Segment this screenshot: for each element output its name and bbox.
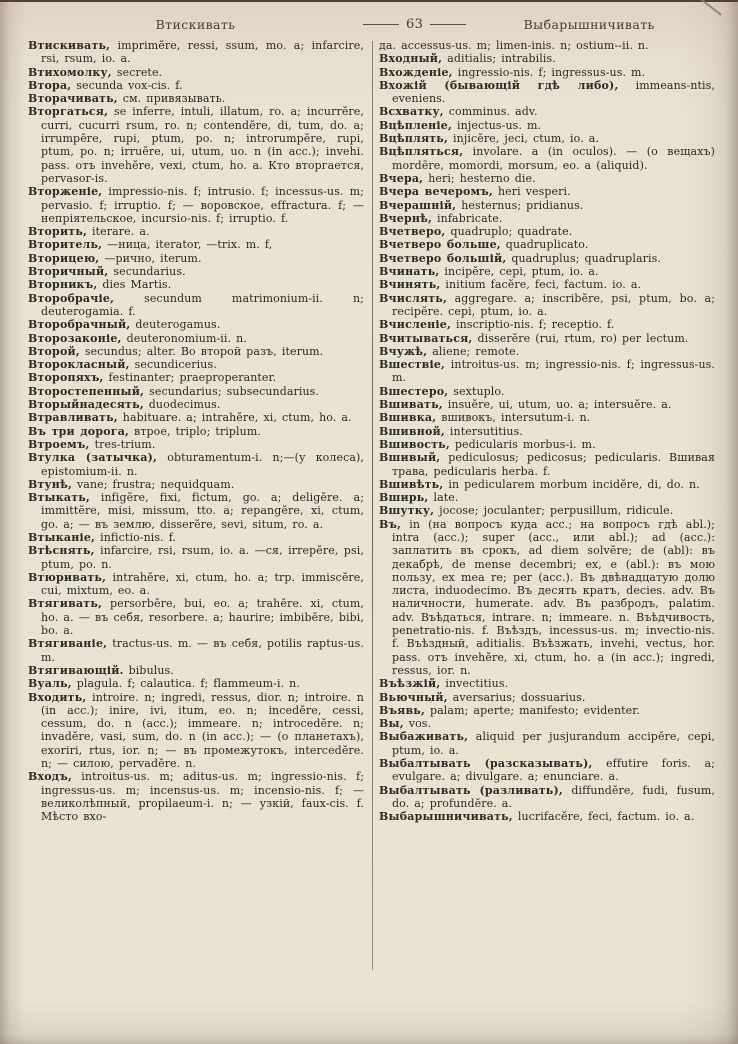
- entry-translation: intersutitius.: [444, 424, 523, 438]
- entry-translation: introitus-us. m; aditus-us. m; ingressio-nis. f; ingressus-us. m; incensus-us. m; incensio-nis. f; — великолѣпный, propilaeum-i. n; — узкій, faux-cis. f. Мѣсто вхо-: [41, 770, 364, 824]
- entry-translation: heri; hesterno die.: [423, 171, 536, 185]
- dictionary-entry: [379, 265, 715, 278]
- entry-translation: bibulus.: [123, 663, 174, 677]
- entry-headword: Вы,: [379, 717, 404, 731]
- text-column-left: [28, 39, 364, 986]
- entry-translation: habituare. a; intrahĕre, xi, ctum, ho. a.: [117, 411, 352, 425]
- entry-translation: se inferre, intuli, illatum, ro. a; incurrĕre, curri, cucurri rsum, ro. n; contendĕre, di, tum, do. a; irrumpĕre, rupi, ptum, po. n; introrumpĕre, rupi, ptum, po. n; irruĕre, ui, utum, uo. n (in acc.); invehi. pass. отъ invehĕre, vexi, ctum, ho. a. Кто вторгается, pervasor-is.: [41, 105, 364, 185]
- dictionary-entry: [379, 810, 715, 823]
- entry-translation: secrete.: [111, 65, 163, 79]
- dictionary-entry: [28, 39, 364, 66]
- entry-translation: incipĕre, cepi, ptum, io. a.: [439, 265, 599, 279]
- dictionary-entry: [28, 544, 364, 571]
- entry-translation: secundum matrimonium-ii. n; deuterogamia. f.: [41, 291, 364, 318]
- running-head-left-keyword: Втискивать: [155, 16, 236, 32]
- entry-translation: introitus-us. m; ingressio-nis. f; ingressus-us. m.: [392, 358, 715, 385]
- entry-headword: Вчислять,: [379, 291, 447, 305]
- dictionary-entry: [28, 425, 364, 438]
- entry-translation: initium facĕre, feci, factum. io. a.: [440, 278, 642, 292]
- dictionary-entry: [379, 238, 715, 251]
- entry-translation: tres-trium.: [89, 437, 156, 451]
- entry-translation: pediculosus; pedicosus; pedicularis. Вшивая трава, pedicularis herba. f.: [392, 451, 715, 478]
- dictionary-entry: [379, 185, 715, 198]
- entry-translation: injectus-us. m.: [452, 118, 542, 132]
- entry-translation: deuterogamus.: [130, 318, 221, 332]
- entry-translation: sextuplo.: [448, 384, 505, 398]
- entry-headword: Въявь,: [379, 703, 426, 717]
- entry-headword: Вторженіе,: [28, 185, 103, 199]
- entry-headword: Вцѣпленіе,: [379, 118, 453, 132]
- entry-translation: disserĕre (rui, rtum, ro) per lectum.: [472, 331, 689, 345]
- entry-headword: Втора,: [28, 78, 72, 92]
- entry-translation: impressio-nis. f; intrusio. f; incessus-us. m; pervasio. f; irruptio. f; — воровское, effractura. f; — непріятельское, incursio-nis. f; irruptio. f.: [41, 185, 364, 225]
- dictionary-entry: [28, 66, 364, 79]
- entry-headword: Вшивость,: [379, 437, 450, 451]
- dictionary-entry: [28, 265, 364, 278]
- dictionary-entry: [379, 292, 715, 319]
- entry-headword: Второй,: [28, 344, 80, 358]
- entry-headword: Втроемъ,: [28, 437, 90, 451]
- entry-headword: Въѣзжій,: [379, 677, 441, 691]
- entry-translation: in pedicularem morbum incidĕre, di, do. n.: [443, 477, 700, 491]
- dictionary-entry: [379, 105, 715, 118]
- entry-translation: insuĕre, ui, utum, uo. a; intersuĕre. a.: [442, 398, 672, 412]
- entry-translation: comminus. adv.: [443, 105, 538, 119]
- entry-headword: Вьючный,: [379, 690, 448, 704]
- entry-headword: Втягиваніе,: [28, 637, 108, 651]
- entry-headword: Вторичный,: [28, 265, 109, 279]
- entry-translation: involare. a (in oculos). — (о вещахъ) mordēre, momordi, morsum, eo. a (aliquid).: [392, 145, 715, 172]
- dictionary-entry: [379, 332, 715, 345]
- dictionary-entry: [28, 332, 364, 345]
- entry-translation: aditialis; intrabilis.: [442, 52, 556, 66]
- entry-translation: imprimĕre, ressi, ssum, mo. a; infarcire, rsi, rsum, io. a.: [41, 39, 364, 66]
- entry-headword: Втыканіе,: [28, 530, 96, 544]
- dictionary-entry: [379, 318, 715, 331]
- entry-translation: iterare. a.: [87, 225, 150, 239]
- dictionary-entry: [379, 278, 715, 291]
- dictionary-entry: [379, 677, 715, 690]
- entry-headword: Вцѣпляться,: [379, 145, 464, 159]
- entry-translation: jocose; joculanter; perpusillum, ridicule.: [434, 504, 674, 518]
- entry-headword: Входъ,: [28, 770, 72, 784]
- running-head-right-keyword: Выбарышничивать: [523, 16, 655, 32]
- entry-translation: inscriptio-nis. f; receptio. f.: [451, 318, 615, 332]
- entry-headword: Вшивка,: [379, 411, 437, 425]
- entry-translation: deuteronomium-ii. n.: [121, 331, 247, 345]
- entry-headword: Вторыйнадесять,: [28, 398, 144, 412]
- dictionary-entry: [28, 438, 364, 451]
- dictionary-entry: [379, 438, 715, 451]
- entry-headword: Вчетверо,: [379, 225, 446, 239]
- dictionary-entry: [379, 518, 715, 678]
- entry-headword: Въ три дорога,: [28, 424, 130, 438]
- dictionary-entry: [379, 79, 715, 106]
- dictionary-entry: [379, 717, 715, 730]
- entry-translation: persorbĕre, bui, eo. a; trahĕre. xi, ctum, ho. a. — въ себя, resorbere. a; haurire; imbibĕre, bibi, bo. a.: [41, 597, 364, 638]
- dictionary-entry: [379, 66, 715, 79]
- dictionary-entry: [379, 451, 715, 478]
- entry-translation: vane; frustra; nequidquam.: [71, 477, 235, 491]
- entry-headword: Вторицею,: [28, 251, 100, 265]
- entry-headword: Вшествіе,: [379, 358, 446, 372]
- entry-translation: см. привязывать.: [117, 92, 226, 106]
- entry-translation: lucrifacĕre, feci, factum. io. a.: [512, 810, 695, 824]
- entry-translation: pedicularis morbus-i. m.: [449, 437, 596, 451]
- entry-translation: hesternus; pridianus.: [456, 198, 584, 212]
- page-number: 63: [406, 16, 424, 32]
- entry-translation: late.: [428, 491, 459, 505]
- entry-translation: aggregare. a; inscribĕre, psi, ptum, bo. a; recipĕre. cepi, ptum, io. a.: [392, 291, 715, 318]
- dictionary-entry: [28, 92, 364, 105]
- dictionary-entry: [28, 677, 364, 690]
- entry-headword: Вчисленіе,: [379, 318, 452, 332]
- page-number-block: [363, 17, 466, 32]
- entry-headword: Вшестеро,: [379, 384, 449, 398]
- entry-translation: invectitius.: [440, 677, 509, 691]
- dictionary-entry: [379, 757, 715, 784]
- page-number-dash-left: [363, 24, 399, 25]
- dictionary-entry: [379, 398, 715, 411]
- entry-translation: aliene; remote.: [427, 344, 520, 358]
- entry-headword: Вторникъ,: [28, 278, 98, 292]
- entry-translation: aliquid per jusjurandum accipĕre, cepi, ptum, io. a.: [392, 730, 715, 757]
- dictionary-entry: [28, 478, 364, 491]
- dictionary-entry: [379, 252, 715, 265]
- entry-translation: secundarius.: [108, 265, 186, 279]
- entry-translation: —рично, iterum.: [99, 251, 202, 265]
- dictionary-entry: [28, 637, 364, 664]
- entry-translation: palam; aperte; manifesto; evidenter.: [425, 703, 641, 717]
- text-column-right: [379, 39, 715, 986]
- dictionary-entry: [28, 345, 364, 358]
- entry-headword: Втягивать,: [28, 597, 103, 611]
- dictionary-entry: [379, 345, 715, 358]
- entry-headword: Втулка (затычка),: [28, 451, 158, 465]
- dictionary-entry: [28, 571, 364, 598]
- entry-translation: injicĕre, jeci, ctum, io. a.: [448, 132, 600, 146]
- dictionary-entry: [28, 185, 364, 225]
- entry-headword: Втихомолку,: [28, 65, 112, 79]
- dictionary-entry: [28, 105, 364, 185]
- entry-headword: Втюривать,: [28, 570, 107, 584]
- entry-headword: Второкласный,: [28, 358, 130, 372]
- dictionary-entry: [28, 238, 364, 251]
- dictionary-entry: [28, 770, 364, 823]
- entry-headword: Вчера вечеромъ,: [379, 185, 493, 199]
- entry-headword: Втискивать,: [28, 39, 111, 52]
- entry-headword: Вхожденіе,: [379, 65, 453, 79]
- dictionary-entry: [379, 119, 715, 132]
- entry-translation: intrahĕre, xi, ctum, ho. a; trp. immiscĕre, cui, mixtum, eo. a.: [41, 570, 364, 598]
- dictionary-entry: [28, 597, 364, 637]
- entry-headword: Второзаконіе,: [28, 331, 122, 345]
- entry-headword: Вторгаться,: [28, 105, 109, 119]
- entry-headword: Всхватку,: [379, 105, 444, 119]
- entry-translation: secunda vox-cis. f.: [71, 78, 183, 92]
- entry-headword: Вчинять,: [379, 278, 441, 292]
- dictionary-entry: [379, 385, 715, 398]
- dictionary-entry: [28, 318, 364, 331]
- dictionary-entry: [379, 132, 715, 145]
- dictionary-entry: [28, 664, 364, 677]
- entry-translation: втрое, triplo; triplum.: [129, 424, 261, 438]
- entry-translation: dies Martis.: [97, 278, 172, 292]
- entry-translation: вшивокъ, intersutum-i. n.: [436, 411, 591, 425]
- entry-headword: Вшивый,: [379, 451, 441, 465]
- dictionary-entry: [28, 225, 364, 238]
- entry-translation: introire. n; ingredi, ressus, dior. n; introire. n (in acc.); inire, ivi, itum, eo. n; incedĕre, cessi, cessum, do. n (acc.); immeare. n; introcedĕre. n; invadĕre, vasi, sum, do. n (in acc.); — (о планетахъ), exoriri, rtus, ior. n; — въ промежутокъ, intercedĕre. n; — силою, pervadĕre. n.: [41, 690, 364, 771]
- entry-headword: Вчитываться,: [379, 331, 473, 345]
- entry-translation: —ница, iterator, —trix. m. f,: [102, 238, 273, 252]
- dictionary-entry: [379, 212, 715, 225]
- entry-headword: Вхожій (бывающій гдѣ либо),: [379, 78, 619, 92]
- dictionary-entry: [379, 145, 715, 172]
- entry-headword: Вчерашній,: [379, 198, 457, 212]
- dictionary-entry: [379, 730, 715, 757]
- dictionary-entry: [379, 172, 715, 185]
- entry-translation: secundus; alter. Во второй разъ, iterum.: [79, 344, 324, 358]
- dictionary-entry: [28, 278, 364, 291]
- dictionary-entry: [28, 358, 364, 371]
- entry-translation: quadruplus; quadruplaris.: [506, 251, 661, 265]
- entry-translation: tractus-us. m. — въ себя, potilis raptus-us. m.: [41, 637, 364, 664]
- entry-headword: Въ,: [379, 517, 402, 531]
- dictionary-entry: [28, 292, 364, 319]
- entry-headword: Входить,: [28, 690, 87, 704]
- entry-headword: Выбалтывать (разсказывать),: [379, 757, 593, 771]
- dictionary-entry: [379, 704, 715, 717]
- entry-translation: effutire foris. a; evulgare. a; divulgare. a; enunciare. a.: [392, 757, 715, 784]
- entry-translation: да. accessus-us. m; limen-inis. n; ostium--ii. n.: [379, 39, 649, 52]
- entry-headword: Вторитель,: [28, 238, 103, 252]
- entry-translation: secundicerius.: [129, 358, 217, 372]
- running-head: [28, 14, 712, 34]
- dictionary-entry: [28, 398, 364, 411]
- dictionary-entry: [379, 478, 715, 491]
- entry-headword: Вчетверо больше,: [379, 238, 501, 252]
- entry-headword: Вширь,: [379, 491, 429, 505]
- entry-headword: Вчужѣ,: [379, 344, 428, 358]
- dictionary-entry: [379, 39, 715, 52]
- entry-headword: Вшивать,: [379, 398, 443, 412]
- entry-translation: immeans-ntis, eveniens.: [392, 78, 715, 106]
- dictionary-entry: [379, 784, 715, 811]
- entry-headword: Второстепенный,: [28, 384, 145, 398]
- entry-headword: Втѣснять,: [28, 544, 95, 558]
- entry-translation: obturamentum-i. n;—(у колеса), epistomium-ii. n.: [41, 451, 364, 478]
- entry-headword: Второбрачный,: [28, 318, 131, 332]
- entry-headword: Втягивающій.: [28, 663, 124, 677]
- entry-translation: secundarius; subsecundarius.: [144, 384, 320, 398]
- entry-headword: Вчетверо большій,: [379, 251, 507, 265]
- dictionary-entry: [379, 199, 715, 212]
- entry-translation: in (на вопросъ куда acc.; на вопросъ гдѣ abl.); intra (acc.); super (acc., или abl.); ad (acc.): заплатить въ срокъ, ad diem solvĕre; de (abl): въ декабрѣ, de mense decembri; ex, e (abl.): въ мою пользу, ex mea re; per (acc.). Въ двѣнадцатую долю листа, induodecimo. Въ десять кратъ, decies. adv. Въ наличности, humerate. adv. Въ разбродъ, palatim. adv. Въѣдаться, intrare. n; immeare. n. Въѣдчивость, penetratio-nis. f. Въѣздъ, incessus-us. m; invectio-nis. f. Въѣздный, aditialis. Въѣзжать, invehi, vectus, hor. pass. отъ invehĕre, xi, ctum, ho. a (in acc.); ingredi, ressus, ior. n.: [392, 517, 715, 677]
- entry-translation: infabricate.: [432, 211, 503, 225]
- dictionary-entry: [379, 411, 715, 424]
- dictionary-entry: [28, 252, 364, 265]
- entry-translation: infarcire, rsi, rsum, io. a. —ся, irrepĕre, psi, ptum, po. n.: [41, 544, 364, 571]
- dictionary-entry: [379, 425, 715, 438]
- entry-headword: Втунѣ,: [28, 477, 72, 491]
- dictionary-entry: [379, 52, 715, 65]
- entry-translation: duodecimus.: [143, 398, 221, 412]
- dictionary-entry: [28, 411, 364, 424]
- entry-headword: Вчернѣ,: [379, 211, 433, 225]
- entry-headword: Вшивной,: [379, 424, 445, 438]
- entry-translation: ingressio-nis. f; ingressus-us. m.: [452, 65, 646, 79]
- entry-headword: Выбаживать,: [379, 730, 469, 744]
- entry-headword: Входный,: [379, 52, 443, 66]
- dictionary-entry: [379, 358, 715, 385]
- dictionary-entry: [379, 691, 715, 704]
- entry-translation: heri vesperi.: [492, 185, 571, 199]
- entry-translation: infictio-nis. f.: [95, 530, 177, 544]
- entry-headword: Вшутку,: [379, 504, 435, 518]
- entry-headword: Вчинать,: [379, 265, 440, 279]
- entry-translation: festinanter; praeproperanter.: [103, 371, 277, 385]
- entry-headword: Вцѣплять,: [379, 132, 449, 146]
- entry-headword: Вчера,: [379, 171, 424, 185]
- entry-headword: Вторить,: [28, 225, 88, 239]
- entry-headword: Вуаль,: [28, 677, 72, 691]
- column-divider-rule: [372, 41, 373, 970]
- dictionary-entry: [28, 385, 364, 398]
- entry-translation: aversarius; dossuarius.: [447, 690, 586, 704]
- entry-headword: Второбрачіе,: [28, 291, 115, 305]
- entry-translation: quadruplo; quadrate.: [445, 225, 573, 239]
- dictionary-entry: [379, 504, 715, 517]
- entry-translation: quadruplicato.: [500, 238, 589, 252]
- dictionary-entry: [379, 491, 715, 504]
- dictionary-entry: [28, 691, 364, 771]
- dictionary-entry: [28, 531, 364, 544]
- dictionary-entry: [28, 371, 364, 384]
- dictionary-entry: [28, 451, 364, 478]
- page-number-dash-right: [430, 24, 466, 25]
- entry-translation: vos.: [403, 717, 432, 731]
- entry-headword: Выбалтывать (разливать),: [379, 783, 563, 797]
- text-body: [28, 39, 716, 986]
- dictionary-entry: [28, 79, 364, 92]
- entry-headword: Вторачивать,: [28, 92, 118, 106]
- entry-headword: Втравливать,: [28, 411, 118, 425]
- entry-headword: Второпяхъ,: [28, 371, 104, 385]
- dictionary-entry: [28, 491, 364, 531]
- entry-headword: Вшивѣть,: [379, 477, 444, 491]
- entry-headword: Выбарышничивать,: [379, 810, 513, 824]
- dictionary-entry: [379, 225, 715, 238]
- entry-translation: plagula. f; calautica. f; flammeum-i. n.: [71, 677, 300, 691]
- entry-translation: infigĕre, fixi, fictum, go. a; deligĕre. a; immittĕre, misi, missum, tto. a; repangĕre, xi, ctum, go. a; — въ землю, disserĕre, sevi, situm, ro. a.: [41, 491, 364, 531]
- entry-headword: Втыкать,: [28, 491, 90, 505]
- entry-translation: diffundĕre, fudi, fusum, do. a; profundĕre. a.: [392, 783, 715, 810]
